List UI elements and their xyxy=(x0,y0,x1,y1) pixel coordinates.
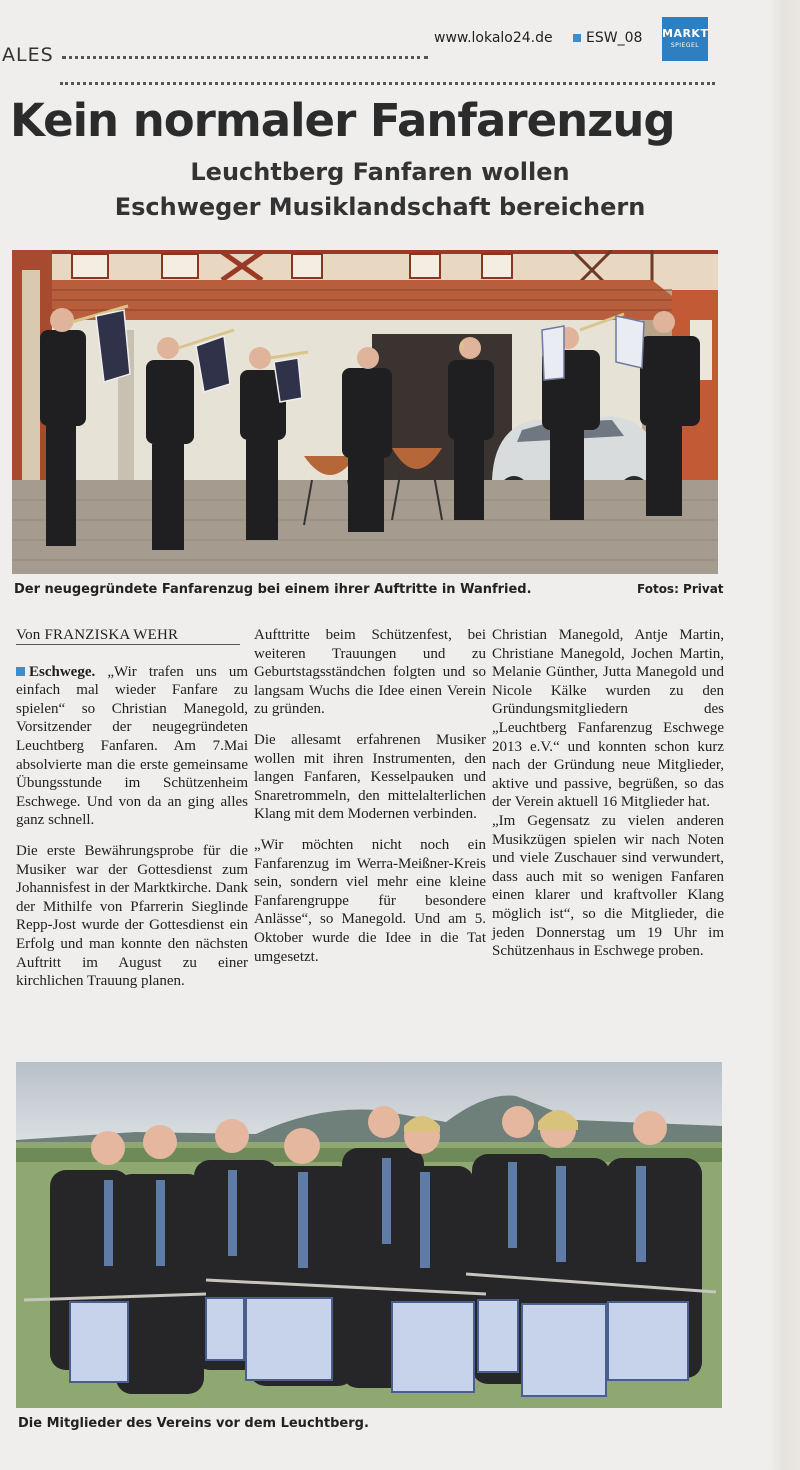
photo2-caption: Die Mitglieder des Vereins vor dem Leuchtberg. xyxy=(18,1416,369,1431)
photo-group-portrait-illustration xyxy=(16,1062,722,1408)
torn-paper-edge xyxy=(770,0,800,1470)
paragraph: Die erste Bewährungsprobe für die Musiker war der Gottesdienst zum Johannisfest in der Marktkirche. Dank der Mithilfe von Pfarrerin Sieglinde Repp-Jost wurde der Gottesdienst ein Erfolg und man konnte den nächsten Auftritt im August zu einer kirchlichen Trauung planen. xyxy=(16,842,248,990)
article-column-1 xyxy=(16,626,248,1003)
paragraph: „Im Gegensatz zu vielen anderen Musikzügen spielen wir nach Noten und viele Zuschauer sind verwundert, dass auch mit so wenigen Fanfaren einen klarer und kraftvoller Klang möglich ist“, so die Mitglieder, die jeden Donnerstag um 19 Uhr im Schützenhaus in Eschwege proben. xyxy=(492,812,724,960)
paragraph: Die allesamt erfahrenen Musiker wollen mit ihren Instrumenten, den langen Fanfaren, Kesselpauken und Snaretrommeln, den mittelalterlichen Klang mit dem Modernen verbinden. xyxy=(254,731,486,823)
photo1-caption: Der neugegründete Fanfarenzug bei einem ihrer Auftritte in Wanfried. xyxy=(14,582,532,597)
logo-text-top: MARKT xyxy=(662,27,709,40)
paragraph: Aufttritte beim Schützenfest, bei weiteren Trauungen und zu Geburtstagsständchen folgten und so langsam Wuchs die Idee einen Verein zu gründen. xyxy=(254,627,486,718)
header-dotted-rule-lower xyxy=(60,82,715,87)
paragraph xyxy=(16,663,248,830)
subheadline-line-2: Eschweger Musiklandschaft bereichern xyxy=(114,193,646,221)
paragraph: „Wir möchten nicht noch ein Fanfarenzug im Werra-Meißner-Kreis sein, sondern viel mehr eine kleine Fanfarengruppe für besondere Anlässe“, so Manegold. Und am 5. Oktober wurde die Idee in die Tat umgesetzt. xyxy=(254,836,486,965)
paragraph: Christian Manegold, Antje Martin, Christiane Manegold, Jochen Martin, Melanie Günther, Jutta Manegold und Nicole Kälke wurden zu den Gründungsmitgliedern des „Leuchtberg Fanfarenzug Eschwege 2013 e.V.“ und konnten schon kurz nach der Gründung neue Mitglieder, aktive und passive, begrüßen, so das der Verein aktuell 16 Mitglieder hat. xyxy=(492,627,724,811)
photo-band-performance xyxy=(12,250,718,574)
byline-rule xyxy=(16,644,240,645)
square-bullet-icon xyxy=(16,667,25,676)
photo-group-portrait xyxy=(16,1062,722,1408)
header-dotted-rule xyxy=(62,56,428,61)
square-bullet-icon xyxy=(573,34,581,42)
article-column-2 xyxy=(254,626,486,978)
byline: Von FRANZISKA WEHR xyxy=(16,627,179,643)
dateline: Eschwege. xyxy=(29,663,96,680)
photo-band-performance-illustration xyxy=(12,250,718,574)
subheadline-line-1: Leuchtberg Fanfaren wollen xyxy=(190,158,570,186)
article-column-3 xyxy=(492,626,724,973)
paragraph-text: „Wir trafen uns um einfach mal wieder Fanfare zu spielen“ so Christian Manegold, Vorsitzender der neugegründeten Leuchtberg Fanfaren. Am 7.Mai absolvierte man die erste gemeinsame Übungsstunde im Schützenheim Eschwege. Und von da an ging alles ganz schnell. xyxy=(16,663,249,829)
edition-code: ESW_08 xyxy=(586,30,643,46)
logo-text-bottom: SPIEGEL xyxy=(670,42,700,49)
headline: Kein normaler Fanfarenzug xyxy=(10,94,675,147)
website-url: www.lokalo24.de xyxy=(434,30,553,46)
section-label: ALES xyxy=(2,44,54,66)
photo-credit: Fotos: Privat xyxy=(637,582,724,596)
page-header xyxy=(0,27,720,74)
marktspiegel-logo xyxy=(662,17,708,61)
